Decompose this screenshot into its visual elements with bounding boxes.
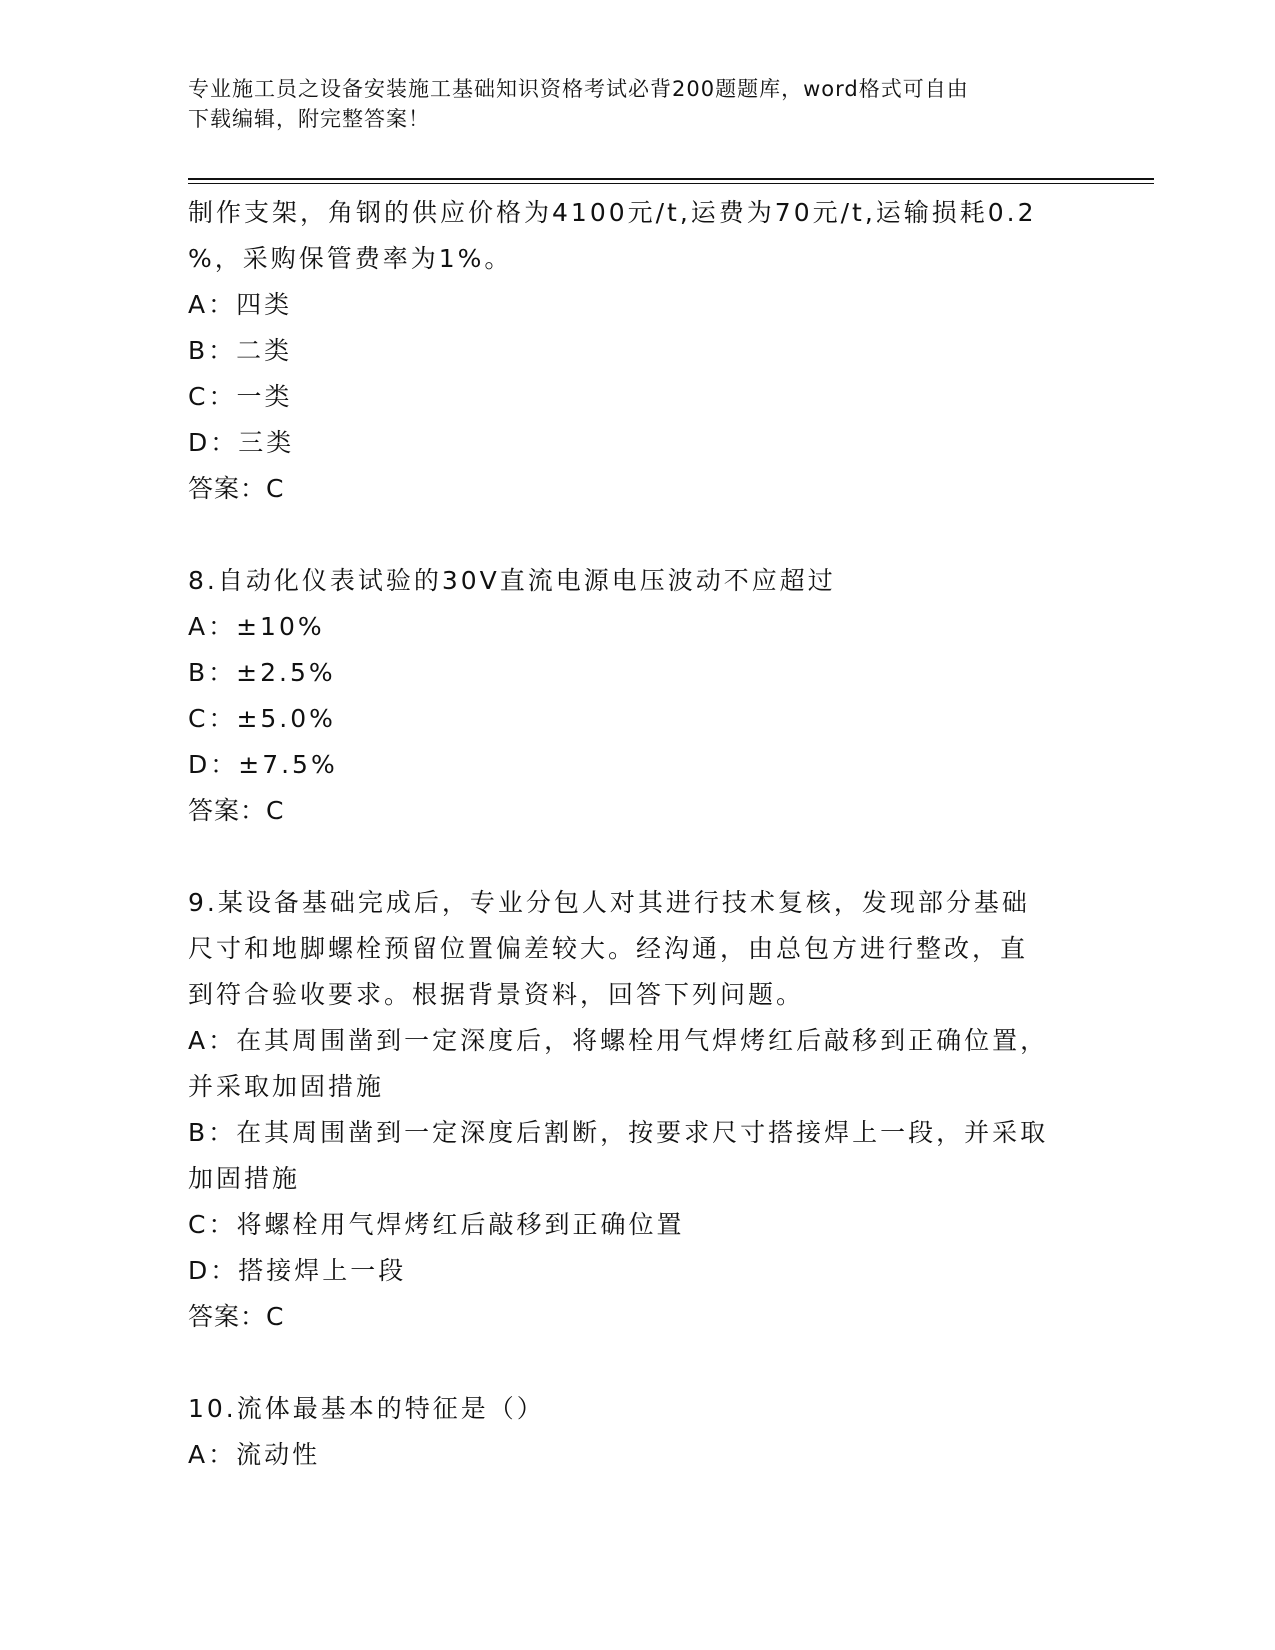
option-a-line-1: A：在其周围凿到一定深度后，将螺栓用气焊烤红后敲移到正确位置，	[188, 1026, 1049, 1055]
question-content	[188, 190, 1088, 1478]
option-a: A：±10%	[188, 612, 325, 641]
option-b: B：±2.5%	[188, 658, 336, 687]
question-stem-line: 8.自动化仪表试验的30V直流电源电压波动不应超过	[188, 566, 836, 595]
option-d: D：三类	[188, 428, 295, 457]
question-stem-line: 10.流体最基本的特征是（）	[188, 1394, 545, 1423]
question-stem-line: 到符合验收要求。根据背景资料，回答下列问题。	[188, 980, 805, 1009]
option-b-line-2: 加固措施	[188, 1164, 301, 1193]
question-7	[188, 190, 1088, 512]
spacer	[188, 512, 1088, 558]
option-a: A：四类	[188, 290, 293, 319]
question-stem-line: 尺寸和地脚螺栓预留位置偏差较大。经沟通，由总包方进行整改，直	[188, 934, 1029, 963]
option-c: C：将螺栓用气焊烤红后敲移到正确位置	[188, 1210, 685, 1239]
answer: 答案：C	[188, 796, 285, 825]
header-line-1: 专业施工员之设备安装施工基础知识资格考试必背200题题库，word格式可自由	[188, 77, 969, 101]
option-b-line-1: B：在其周围凿到一定深度后割断，按要求尺寸搭接焊上一段，并采取	[188, 1118, 1049, 1147]
option-a-line-2: 并采取加固措施	[188, 1072, 385, 1101]
question-stem-line: 9.某设备基础完成后，专业分包人对其进行技术复核，发现部分基础	[188, 888, 1030, 917]
option-b: B：二类	[188, 336, 293, 365]
option-c: C：±5.0%	[188, 704, 336, 733]
page-header	[188, 74, 1088, 134]
answer: 答案：C	[188, 1302, 285, 1331]
answer: 答案：C	[188, 474, 285, 503]
option-d: D：±7.5%	[188, 750, 338, 779]
option-d: D：搭接焊上一段	[188, 1256, 407, 1285]
option-c: C：一类	[188, 382, 293, 411]
spacer	[188, 834, 1088, 880]
question-10	[188, 1386, 1088, 1478]
header-rule-thin	[188, 183, 1154, 184]
spacer	[188, 1340, 1088, 1386]
option-a: A：流动性	[188, 1440, 321, 1469]
question-9	[188, 880, 1088, 1340]
header-rule-thick	[188, 178, 1154, 180]
question-stem-line: 制作支架，角钢的供应价格为4100元/t,运费为70元/t,运输损耗0.2	[188, 198, 1037, 227]
header-line-2: 下载编辑，附完整答案！	[188, 107, 430, 131]
question-8	[188, 558, 1088, 834]
question-stem-line: %，采购保管费率为1%。	[188, 244, 513, 273]
